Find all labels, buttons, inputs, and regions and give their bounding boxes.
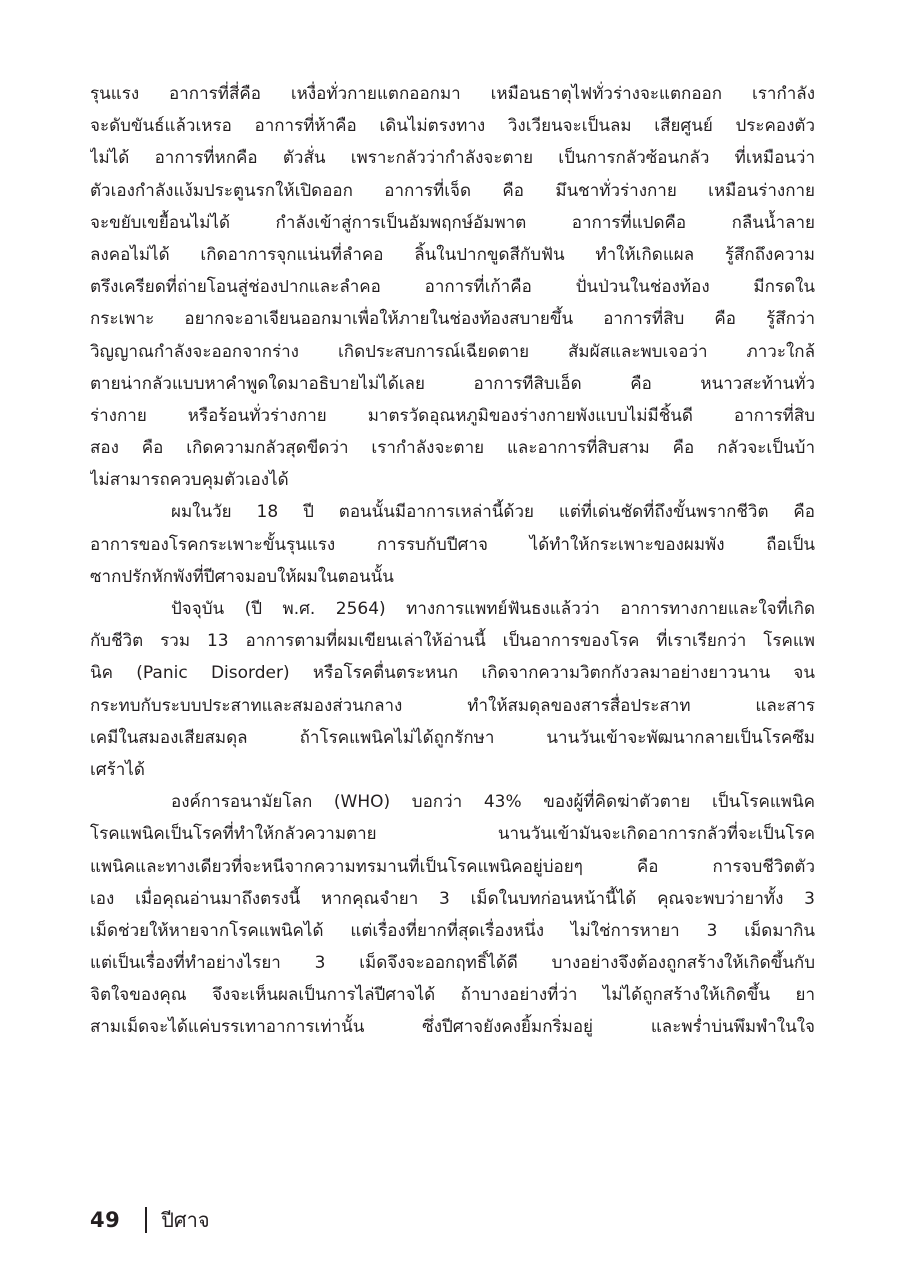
text-line: ไม่ได้ อาการที่หกคือ ตัวสั่น เพราะกลัวว่ากำลังจะตาย เป็นการกลัวซ้อนกลัว ที่เหมือนว่า bbox=[90, 148, 815, 169]
text-line: ลงคอไม่ได้ เกิดอาการจุกแน่นที่ลำคอ ลิ้นในปากขูดสีกับฟัน ทำให้เกิดแผล รู้สึกถึงความ bbox=[90, 244, 815, 265]
page-number: 49 bbox=[90, 1208, 121, 1232]
text-line: จะขยับเขยื้อนไม่ได้ กำลังเข้าสู่การเป็นอัมพฤกษ์อัมพาต อาการที่แปดคือ กลืนน้ำลาย bbox=[90, 212, 815, 233]
text-line: กระเพาะ อยากจะอาเจียนออกมาเพื่อให้ภายในช่องท้องสบายขึ้น อาการที่สิบ คือ รู้สึกว่า bbox=[90, 309, 815, 330]
text-line: กับชีวิต รวม 13 อาการตามที่ผมเขียนเล่าให้อ่านนี้ เป็นอาการของโรค ที่เราเรียกว่า โรคแพ bbox=[90, 631, 815, 652]
text-line: สามเม็ดจะได้แค่บรรเทาอาการเท่านั้น ซึ่งปีศาจยังคงยิ้มกริ่มอยู่ และพร่ำบ่นพึมพำในใจ bbox=[90, 1017, 815, 1038]
text-line: วิญญาณกำลังจะออกจากร่าง เกิดประสบการณ์เฉียดตาย สัมผัสและพบเจอว่า ภาวะใกล้ bbox=[90, 341, 815, 362]
text-line: ร่างกาย หรือร้อนทั่วร่างกาย มาตรวัดอุณหภูมิของร่างกายพังแบบไม่มีชิ้นดี อาการที่สิบ bbox=[90, 405, 815, 426]
text-line: ตรึงเครียดที่ถ่ายโอนสู่ช่องปากและลำคอ อาการที่เก้าคือ ปั่นป่วนในช่องท้อง มีกรดใน bbox=[90, 277, 815, 298]
text-line: นิค (Panic Disorder) หรือโรคตื่นตระหนก เกิดจากความวิตกกังวลมาอย่างยาวนาน จน bbox=[90, 663, 815, 684]
running-title: ปีศาจ bbox=[161, 1208, 210, 1232]
text-line: ตายน่ากลัวแบบหาคำพูดใดมาอธิบายไม่ได้เลย อาการทีสิบเอ็ด คือ หนาวสะท้านทั่ว bbox=[90, 373, 815, 394]
text-line: จิตใจของคุณ จึงจะเห็นผลเป็นการไล่ปีศาจได้ ถ้าบางอย่างที่ว่า ไม่ได้ถูกสร้างให้เกิดขึ้น ยา bbox=[90, 985, 815, 1006]
text-line: เคมีในสมองเสียสมดุล ถ้าโรคแพนิคไม่ได้ถูกรักษา นานวันเข้าจะพัฒนากลายเป็นโรคซึม bbox=[90, 727, 815, 748]
text-line: องค์การอนามัยโลก (WHO) บอกว่า 43% ของผู้ที่คิดฆ่าตัวตาย เป็นโรคแพนิค bbox=[171, 792, 815, 813]
text-line: โรคแพนิคเป็นโรคที่ทำให้กลัวความตาย นานวันเข้ามันจะเกิดอาการกลัวที่จะเป็นโรค bbox=[90, 824, 815, 845]
page-footer bbox=[90, 1203, 210, 1237]
text-line: เศร้าได้ bbox=[90, 759, 145, 780]
text-line: กระทบกับระบบประสาทและสมองส่วนกลาง ทำให้สมดุลของสารสื่อประสาท และสาร bbox=[90, 695, 815, 716]
text-line: อาการของโรคกระเพาะขั้นรุนแรง การรบกับปีศาจ ได้ทำให้กระเพาะของผมพัง ถือเป็น bbox=[90, 534, 815, 555]
text-line: แต่เป็นเรื่องที่ทำอย่างไรยา 3 เม็ดจึงจะออกฤทธิ์ได้ดี บางอย่างจึงต้องถูกสร้างให้เกิดขึ้นกับ bbox=[90, 953, 815, 974]
text-line: จะดับขันธ์แล้วเหรอ อาการที่ห้าคือ เดินไม่ตรงทาง วิงเวียนจะเป็นลม เสียศูนย์ ประคองตัว bbox=[90, 116, 815, 137]
text-line: แพนิคและทางเดียวที่จะหนีจากความทรมานที่เป็นโรคแพนิคอยู่บ่อยๆ คือ การจบชีวิตตัว bbox=[90, 856, 815, 877]
text-line: ปัจจุบัน (ปี พ.ศ. 2564) ทางการแพทย์ฟันธงแล้วว่า อาการทางกายและใจที่เกิด bbox=[171, 599, 815, 619]
text-line: ตัวเองกำลังแง้มประตูนรกให้เปิดออก อาการที่เจ็ด คือ มึนชาทั่วร่างกาย เหมือนร่างกาย bbox=[90, 180, 815, 201]
text-line: สอง คือ เกิดความกลัวสุดขีดว่า เรากำลังจะตาย และอาการที่สิบสาม คือ กลัวจะเป็นบ้า bbox=[90, 438, 815, 459]
text-line: ซากปรักหักพังที่ปีศาจมอบให้ผมในตอนนั้น bbox=[90, 566, 394, 587]
text-line: ผมในวัย 18 ปี ตอนนั้นมีอาการเหล่านี้ด้วย แต่ที่เด่นชัดที่ถึงขั้นพรากชีวิต คือ bbox=[171, 502, 815, 523]
text-line: ไม่สามารถควบคุมตัวเองได้ bbox=[90, 470, 289, 491]
text-line: รุนแรง อาการที่สี่คือ เหงื่อทั่วกายแตกออกมา เหมือนธาตุไฟทั่วร่างจะแตกออก เรากำลัง bbox=[90, 84, 815, 104]
text-line: เอง เมื่อคุณอ่านมาถึงตรงนี้ หากคุณจำยา 3 เม็ดในบทก่อนหน้านี้ได้ คุณจะพบว่ายาทั้ง 3 bbox=[90, 888, 815, 909]
footer-divider bbox=[145, 1207, 147, 1233]
text-line: เม็ดช่วยให้หายจากโรคแพนิคได้ แต่เรื่องที่ยากที่สุดเรื่องหนึ่ง ไม่ใช่การหายา 3 เม็ดมากิน bbox=[90, 920, 815, 941]
body-text bbox=[90, 78, 815, 1044]
